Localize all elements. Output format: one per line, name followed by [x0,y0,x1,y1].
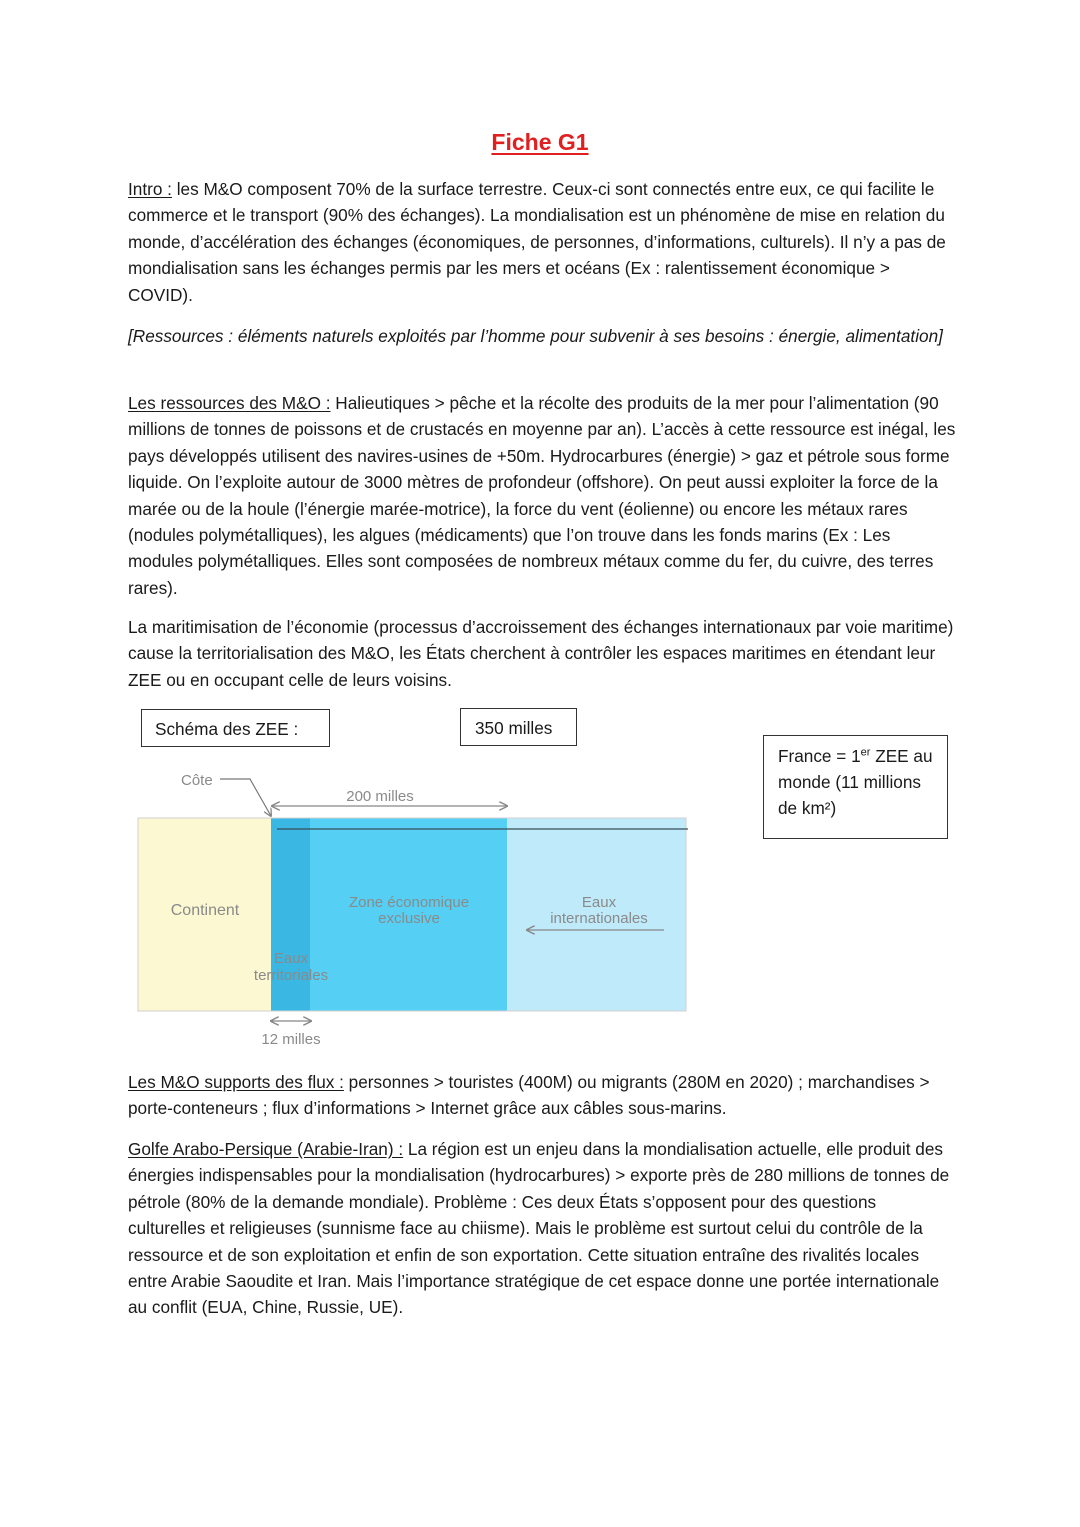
miles-350-box: 350 milles [460,708,577,746]
france-superscript: er [860,746,871,759]
ressources-definition: [Ressources : éléments naturels exploités par l’homme pour subvenir à ses besoins : énergie, alimentation] [128,326,943,346]
label-terr-line2: territoriales [253,967,329,984]
label-12-milles: 12 milles [261,1031,321,1048]
france-text-start: France = 1 [778,746,861,766]
label-zee-line1: Zone économique [348,894,470,911]
golfe-heading: Golfe Arabo-Persique (Arabie-Iran) : [128,1139,404,1159]
ressources-heading: Les ressources des M&O : [128,393,331,413]
intro-text: les M&O composent 70% de la surface terrestre. Ceux-ci sont connectés entre eux, ce qui facilite le commerce et le transport (90% des échanges). La mondialisation est un phénomène de mise en relation du monde, d’accélération des échanges (économiques, de personnes, d’informations, culturels). Il n’y a pas de mondialisation sans les échanges permis par les mers et océans (Ex : ralentissement économique > COVID). [128,179,946,305]
schema-title-box: Schéma des ZEE : [141,709,330,747]
flux-paragraph [128,1069,958,1122]
label-200-milles: 200 milles [346,788,414,805]
intro-heading: Intro : [128,179,172,199]
maritimisation-paragraph: La maritimisation de l’économie (processus d’accroissement des échanges internationaux par voie maritime) cause la territorialisation des M&O, les États cherchent à contrôler les espaces maritimes en étendant leur ZEE ou en occupant celle de leurs voisins. [128,617,954,690]
label-terr-line1: Eaux [273,950,309,967]
cote-pointer [220,779,271,816]
flux-heading: Les M&O supports des flux : [128,1072,344,1092]
golfe-paragraph [128,1136,958,1321]
ressources-text: Halieutiques > pêche et la récolte des produits de la mer pour l’alimentation (90 millions de tonnes de poissons et de crustacés en moyenne par an). L’accès à cette ressource est inégal, les pays développés utilisent des navires-usines de +50m. Hydrocarbures (énergie) > gaz et pétrole sous forme liquide. On l’exploite autour de 3000 mètres de profondeur (offshore). On peut aussi exploiter la force de la marée ou de la houle (l’énergie marée-motrice), la force du vent (éolienne) ou encore les métaux rares (nodules polymétalliques), les algues (médicaments) que l’on trouve dans les fonds marins (Ex : Les modules polymétalliques. Elles sont composées de nombreux métaux comme du fer, du cuivre, des terres rares). [128,393,956,598]
page-title: Fiche G1 [491,129,589,155]
france-text-end: ZEE au monde (11 millions de km²) [778,746,933,818]
flux-text: personnes > touristes (400M) ou migrants (280M en 2020) ; marchandises > porte-conteneurs ; flux d’informations > Internet grâce aux câbles sous-marins. [128,1072,930,1119]
label-intl-line1: Eaux [581,894,617,911]
label-zee-line2: exclusive [378,910,440,927]
label-continent: Continent [170,902,240,919]
label-intl-line2: internationales [550,910,648,927]
golfe-text: La région est un enjeu dans la mondialisation actuelle, elle produit des énergies indispensables pour la mondialisation (hydrocarbures) > exporte près de 280 millions de tonnes de pétrole (80% de la demande mondiale). Problème : Ces deux États s’opposent pour des questions culturelles et religieuses (sunnisme face au chiisme). Mais le problème est surtout celui du contrôle de la ressource et de son exploitation et enfin de son exportation. Cette situation entraîne des rivalités locales entre Arabie Saoudite et Iran. Mais l’importance stratégique de cet espace donne une portée internationale au conflit (EUA, Chine, Russie, UE). [128,1139,950,1318]
label-cote: Côte [181,772,213,789]
